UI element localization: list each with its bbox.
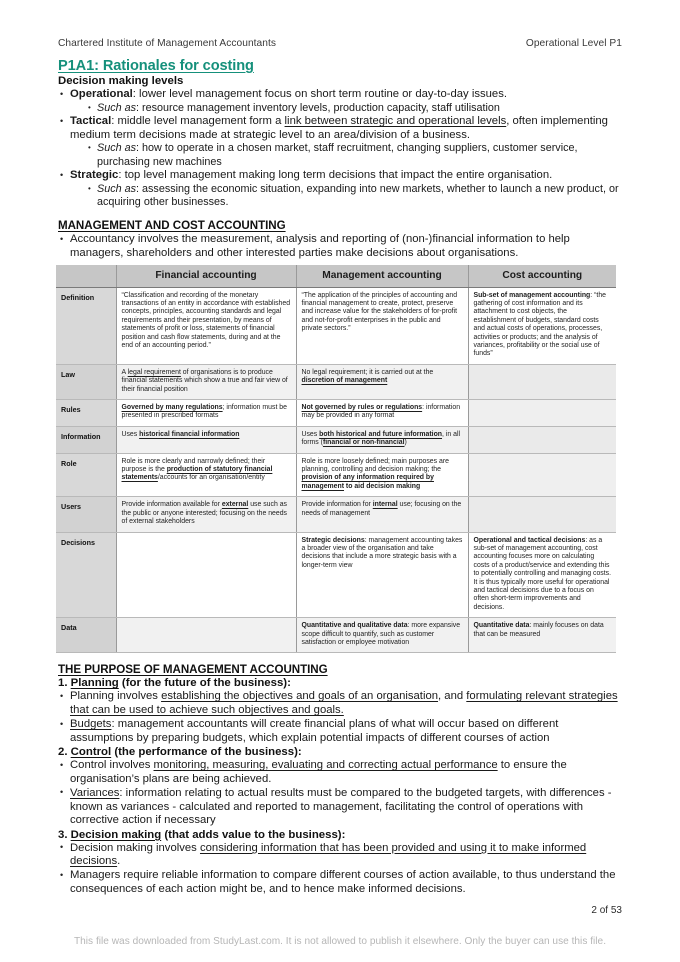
such-as-label: Such as xyxy=(97,142,137,155)
section-heading-purpose-of-management-accounting: THE PURPOSE OF MANAGEMENT ACCOUNTING xyxy=(58,663,328,677)
control-list xyxy=(58,759,622,827)
cell-users-cost xyxy=(468,497,616,532)
col-header-financial-accounting: Financial accounting xyxy=(116,265,296,288)
term-tactical-underlined: link between strategic and operational levels xyxy=(284,115,507,128)
cell-data-management-text: : more expansive scope difficult to quantify, such as customer satisfaction or employee motivation xyxy=(301,622,461,646)
cell-users-management-underlined: internal xyxy=(372,501,398,509)
page-title: P1A1: Rationales for costing xyxy=(58,58,254,74)
section-heading-management-and-cost-accounting: MANAGEMENT AND COST ACCOUNTING xyxy=(58,219,286,233)
cell-decisions-management xyxy=(296,532,468,618)
decision-bullet-2-text: Managers require reliable information to compare different courses of action available, to thus understand the consequences of each action might be, and to hence make informed decisions. xyxy=(70,869,616,896)
cell-law-financial-post: of organisations is to produce financial statements which show a true and fair view of their financial position xyxy=(121,368,288,393)
list-item xyxy=(58,869,622,896)
cell-data-financial xyxy=(116,618,296,653)
row-label-rules: Rules xyxy=(56,400,116,427)
cell-law-cost xyxy=(468,364,616,399)
cell-users-financial xyxy=(116,497,296,532)
table-row xyxy=(56,400,616,427)
running-head xyxy=(58,38,622,49)
list-item xyxy=(58,759,622,786)
list-item xyxy=(58,842,622,869)
cell-decisions-cost-bold: Operational and tactical decisions xyxy=(473,536,586,544)
row-label-decisions: Decisions xyxy=(56,532,116,618)
cell-rules-financial xyxy=(116,400,296,427)
cell-data-management xyxy=(296,618,468,653)
cell-users-financial-post: use such as the public or anyone interested; focusing on the needs of external stakeholders xyxy=(121,501,287,526)
cell-definition-financial: “Classification and recording of the monetary transactions of an entity in accordance with established concepts, principles, accounting standards and legal requirements and their presentation, by means of statements of profit or loss, statements of financial position and cash flow statements, during and at the end of an accounting period.” xyxy=(116,287,296,364)
cell-rules-financial-underlined: Governed by many regulations xyxy=(121,404,223,412)
list-item xyxy=(58,787,622,828)
table-row xyxy=(56,426,616,453)
decision-making-levels-list xyxy=(58,88,622,209)
row-label-data: Data xyxy=(56,618,116,653)
term-tactical-post: , often implementing medium term decisions made at strategic level to an area/division of a business. xyxy=(70,115,608,141)
decision-making-list xyxy=(58,842,622,897)
cell-information-financial xyxy=(116,426,296,453)
cell-decisions-cost-text: : as a sub-set of management accounting, cost accounting focuses more on calculating costs of a product/service and extending this to potentially controlling and managing costs. It is thus typically more useful for operational and tactical decisions due to a focus on often short-term improvements and decisions. xyxy=(473,536,612,611)
term-operational-text: : lower level management focus on short term routine or day-to-day issues. xyxy=(132,88,508,100)
list-item xyxy=(58,690,622,717)
cell-data-cost xyxy=(468,618,616,653)
cell-decisions-management-text: : management accounting takes a broader view of the organisation and take decisions that include a more strategic basis with a longer-term view xyxy=(301,536,463,569)
heading-1-number: 1. xyxy=(58,677,71,690)
planning-bullet-2-text: : management accountants will create financial plans of what will occur based on different assumptions by preparing budgets, which explain potential impacts of different courses of action xyxy=(70,718,559,744)
table-row xyxy=(56,532,616,618)
comparison-table xyxy=(56,265,616,654)
heading-2-underlined: Control xyxy=(70,746,112,759)
term-tactical-pre: : middle level management form a xyxy=(111,115,285,128)
cell-information-management-pre: Uses xyxy=(301,430,320,438)
cell-decisions-management-bold: Strategic decisions xyxy=(301,536,365,544)
decision-bullet-1-post: . xyxy=(117,855,121,868)
row-label-users: Users xyxy=(56,497,116,532)
watermark-notice: This file was downloaded from StudyLast.com. It is not allowed to publish it elsewhere. Only the buyer can use this file. xyxy=(73,936,607,947)
cell-definition-cost-bold: Sub-set of management accounting xyxy=(473,291,591,299)
term-strategic: Strategic xyxy=(70,169,119,182)
list-item xyxy=(58,88,622,115)
cell-rules-management-underlined: Not governed by rules or regulations xyxy=(301,404,423,412)
term-operational: Operational xyxy=(70,88,133,100)
cell-definition-cost-text: : “the gathering of cost information and its attachment to cost objects, the establishment of budgets, standard costs and actual costs of operations, processes, activities or products; and the analysis of variances, profitability or the social use of funds” xyxy=(473,291,606,358)
planning-bullet-1-mid: , and xyxy=(438,690,467,703)
row-label-definition: Definition xyxy=(56,287,116,364)
control-bullet-1-pre: Control involves xyxy=(70,759,154,772)
list-item xyxy=(86,142,622,168)
cell-law-management-pre: No legal requirement; it is carried out at the xyxy=(301,368,434,376)
sublist xyxy=(70,102,622,115)
cell-definition-cost xyxy=(468,287,616,364)
cell-law-financial-pre: A xyxy=(121,368,128,376)
heading-1-underlined: Planning xyxy=(70,677,119,690)
cell-law-financial xyxy=(116,364,296,399)
section-heading-decision-making-levels: Decision making levels xyxy=(58,75,184,87)
cell-decisions-financial xyxy=(116,532,296,618)
cell-law-management xyxy=(296,364,468,399)
term-tactical: Tactical xyxy=(70,115,112,128)
sublist xyxy=(70,142,622,168)
cell-rules-management xyxy=(296,400,468,427)
cell-rules-management-post: : information may be provided in any format xyxy=(301,404,461,420)
col-header-blank xyxy=(56,265,116,288)
cell-users-financial-pre: Provide information available for xyxy=(121,501,222,509)
heading-2-post: (the performance of the business): xyxy=(111,746,302,759)
cell-law-financial-underlined: legal requirement xyxy=(127,368,181,376)
table-row xyxy=(56,453,616,497)
cell-role-financial-post: /accounts for an organisation/entity xyxy=(157,474,265,482)
cell-information-management-mid: , in all forms ( xyxy=(301,430,461,447)
such-as-text: : resource management inventory levels, production capacity, staff utilisation xyxy=(136,101,500,114)
such-as-text: : assessing the economic situation, expanding into new markets, whether to launch a new product, or acquiring other businesses. xyxy=(97,182,619,209)
such-as-label: Such as xyxy=(97,182,137,195)
table-row xyxy=(56,497,616,532)
heading-3-underlined: Decision making xyxy=(70,828,162,841)
cell-data-cost-text: : mainly focuses on data that can be measured xyxy=(473,622,604,638)
list-item xyxy=(58,169,622,209)
heading-3-number: 3. xyxy=(58,828,71,841)
list-item xyxy=(58,115,622,169)
list-item xyxy=(58,718,622,745)
running-head-right: Operational Level P1 xyxy=(525,38,622,49)
col-header-cost-accounting: Cost accounting xyxy=(468,265,616,288)
cell-information-management-underlined-2: financial or non-financial xyxy=(322,439,405,447)
cell-role-financial xyxy=(116,453,296,497)
cell-data-management-bold: Quantitative and qualitative data xyxy=(301,622,408,630)
cell-users-management-pre: Provide information for xyxy=(301,501,373,509)
table-row xyxy=(56,618,616,653)
heading-1-planning xyxy=(58,677,622,689)
table-header-row xyxy=(56,265,616,288)
list-item xyxy=(58,233,622,260)
heading-3-decision-making xyxy=(58,829,622,841)
cell-definition-management: “The application of the principles of accounting and financial management to create, protect, preserve and increase value for the stakeholders of for-profit and not-for-profit enterprises in the public and private sectors.” xyxy=(296,287,468,364)
table-row xyxy=(56,364,616,399)
cell-information-management-post: ) xyxy=(404,439,407,447)
list-item xyxy=(86,183,622,209)
cell-information-management-underlined: both historical and future information xyxy=(319,430,443,438)
cell-information-financial-pre: Uses xyxy=(121,430,140,438)
cell-role-management xyxy=(296,453,468,497)
term-strategic-text: : top level management making long term decisions that impact the entire organisation. xyxy=(118,169,553,182)
cell-role-management-pre: Role is more loosely defined; main purposes are planning, controlling and decision making; the xyxy=(301,457,449,474)
page-number: 2 of 53 xyxy=(591,905,622,916)
decision-bullet-1-underlined: considering information that has been provided and using it to make informed decisions xyxy=(70,841,587,868)
planning-bullet-2-underlined: Budgets xyxy=(70,718,112,731)
such-as-label: Such as xyxy=(97,101,137,114)
planning-list xyxy=(58,690,622,745)
row-label-information: Information xyxy=(56,426,116,453)
planning-bullet-1-underlined: establishing the objectives and goals of an organisation xyxy=(161,690,439,703)
cell-role-management-post: to aid decision making xyxy=(344,482,421,490)
cell-rules-cost xyxy=(468,400,616,427)
control-bullet-2-text: : information relating to actual results must be compared to the budgeted targets, with differences - known as variances - calculated and reported to management, facilitating the control of operations with corrective action if necessary xyxy=(70,786,612,827)
cell-users-management xyxy=(296,497,468,532)
planning-bullet-1-underlined-2: formulating relevant strategies that can be used to achieve such objectives and goals. xyxy=(70,690,618,716)
heading-3-post: (that adds value to the business): xyxy=(161,828,346,841)
cell-users-management-post: use; focusing on the needs of management xyxy=(301,501,462,517)
row-label-role: Role xyxy=(56,453,116,497)
cell-decisions-cost xyxy=(468,532,616,618)
such-as-text: : how to operate in a chosen market, staff recruitment, changing suppliers, customer service, purchasing new machines xyxy=(97,142,578,168)
list-item xyxy=(86,102,622,115)
table-row xyxy=(56,287,616,364)
sublist xyxy=(70,183,622,209)
cell-rules-financial-post: ; information must be presented in prescribed formats xyxy=(121,404,287,420)
control-bullet-1-underlined: monitoring, measuring, evaluating and correcting actual performance xyxy=(153,759,498,772)
accountancy-intro-list xyxy=(58,233,622,260)
running-head-left: Chartered Institute of Management Accountants xyxy=(58,38,277,49)
control-bullet-1-post: to ensure the organisation’s plans are being achieved. xyxy=(70,759,567,785)
cell-information-management xyxy=(296,426,468,453)
cell-users-financial-underlined: external xyxy=(221,501,249,509)
cell-role-management-underlined: provision of any information required by management xyxy=(301,474,434,490)
decision-bullet-1-pre: Decision making involves xyxy=(70,841,200,854)
cell-information-cost xyxy=(468,426,616,453)
content-column xyxy=(58,58,622,897)
control-bullet-2-underlined: Variances xyxy=(70,786,120,799)
row-label-law: Law xyxy=(56,364,116,399)
col-header-management-accounting: Management accounting xyxy=(296,265,468,288)
cell-role-financial-underlined: production of statutory financial statements xyxy=(121,466,273,482)
cell-law-management-underlined: discretion of management xyxy=(301,377,388,385)
cell-role-financial-pre: Role is more clearly and narrowly defined; their purpose is the xyxy=(121,457,266,474)
cell-role-cost xyxy=(468,453,616,497)
heading-1-post: (for the future of the business): xyxy=(118,677,291,690)
cell-information-financial-underlined: historical financial information xyxy=(139,430,240,438)
accountancy-intro-text: Accountancy involves the measurement, analysis and reporting of (non-)financial information to help managers, shareholders and other interested parties make decisions about organisations. xyxy=(70,233,570,259)
heading-2-control xyxy=(58,746,622,758)
heading-2-number: 2. xyxy=(58,746,71,759)
cell-data-cost-bold: Quantitative data xyxy=(473,622,530,630)
planning-bullet-1-pre: Planning involves xyxy=(70,690,162,703)
